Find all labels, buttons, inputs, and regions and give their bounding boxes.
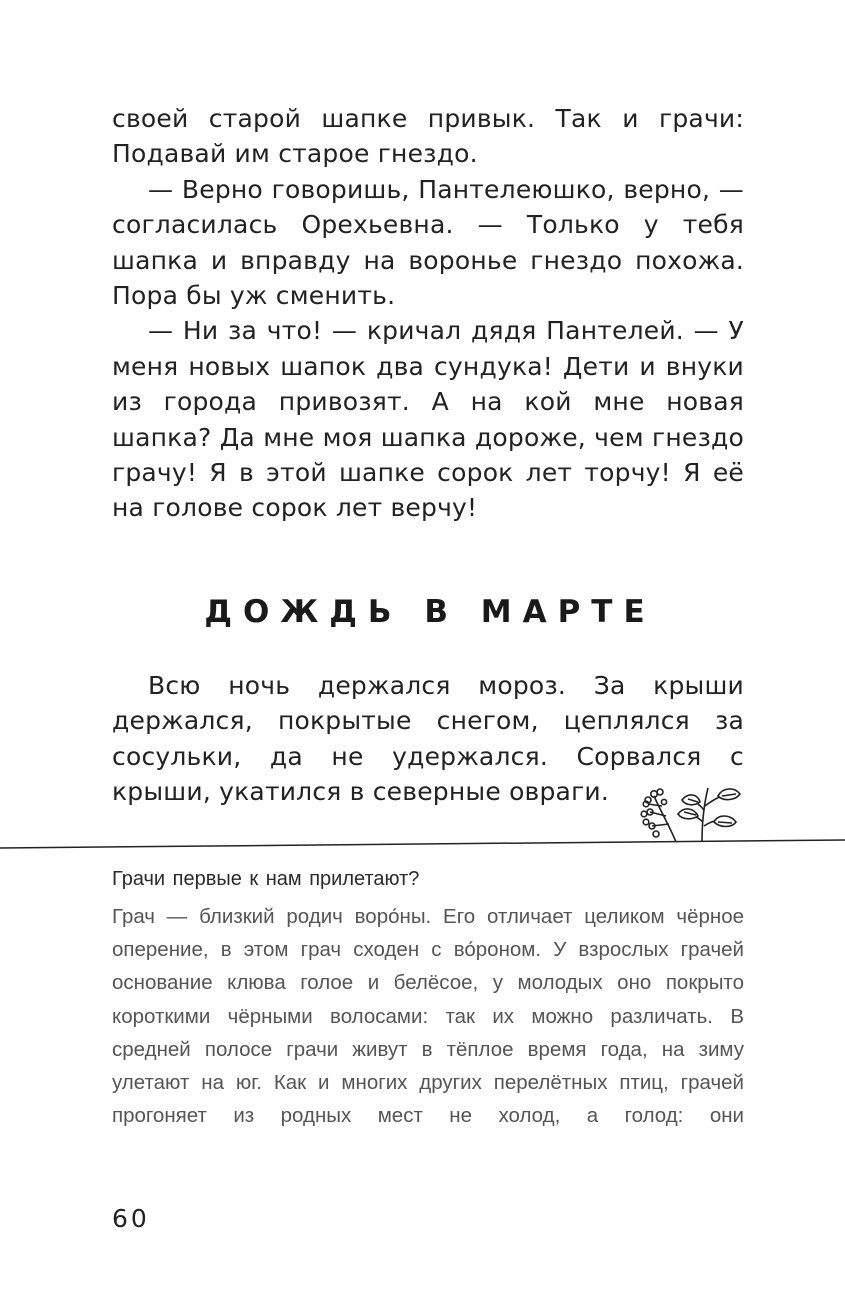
section-paragraph: Всю ночь держался мороз. За крыши держался, покрытые снегом, цеплялся за сосульки, да не удержался. Сорвался с крыши, укатился в северные овраги. (112, 671, 744, 807)
sidebar-heading: Грачи первые к нам прилетают? (112, 868, 420, 890)
story-continuation (112, 101, 744, 526)
plant-sprig-icon (636, 782, 744, 844)
sidebar-text: Грач — близкий родич воро́ны. Его отличает целиком чёрное оперение, в этом грач сходен с во́роном. У взрослых грачей основание клюва голое и белёсое, у молодых оно покрыто короткими чёрными волосами: так их можно различать. В средней полосе грачи живут в тёплое время года, на зиму улетают на юг. Как и многих других перелётных птиц, грачей прогоняет из родных мест не холод, а голод: они (112, 905, 744, 1128)
paragraph-1: своей старой шапке привык. Так и грачи: Подавай им старое гнездо. (112, 104, 744, 169)
page-number: 60 (112, 1204, 150, 1233)
paragraph-3: — Ни за что! — кричал дядя Пантелей. — У меня новых шапок два сундука! Дети и внуки из города привозят. А на кой мне новая шапка? Да мне моя шапка дороже, чем гнездо грачу! Я в этой шапке сорок лет торчу! Я её на голове сорок лет верчу! (112, 316, 744, 523)
paragraph-2: — Верно говоришь, Пантелеюшко, верно, — согласилась Орехьевна. — Только у тебя шапка и вправду на воронье гнездо похожа. Пора бы уж сменить. (112, 174, 744, 311)
section-title: ДОЖДЬ В МАРТЕ (204, 594, 656, 630)
section-divider-line (0, 838, 845, 850)
